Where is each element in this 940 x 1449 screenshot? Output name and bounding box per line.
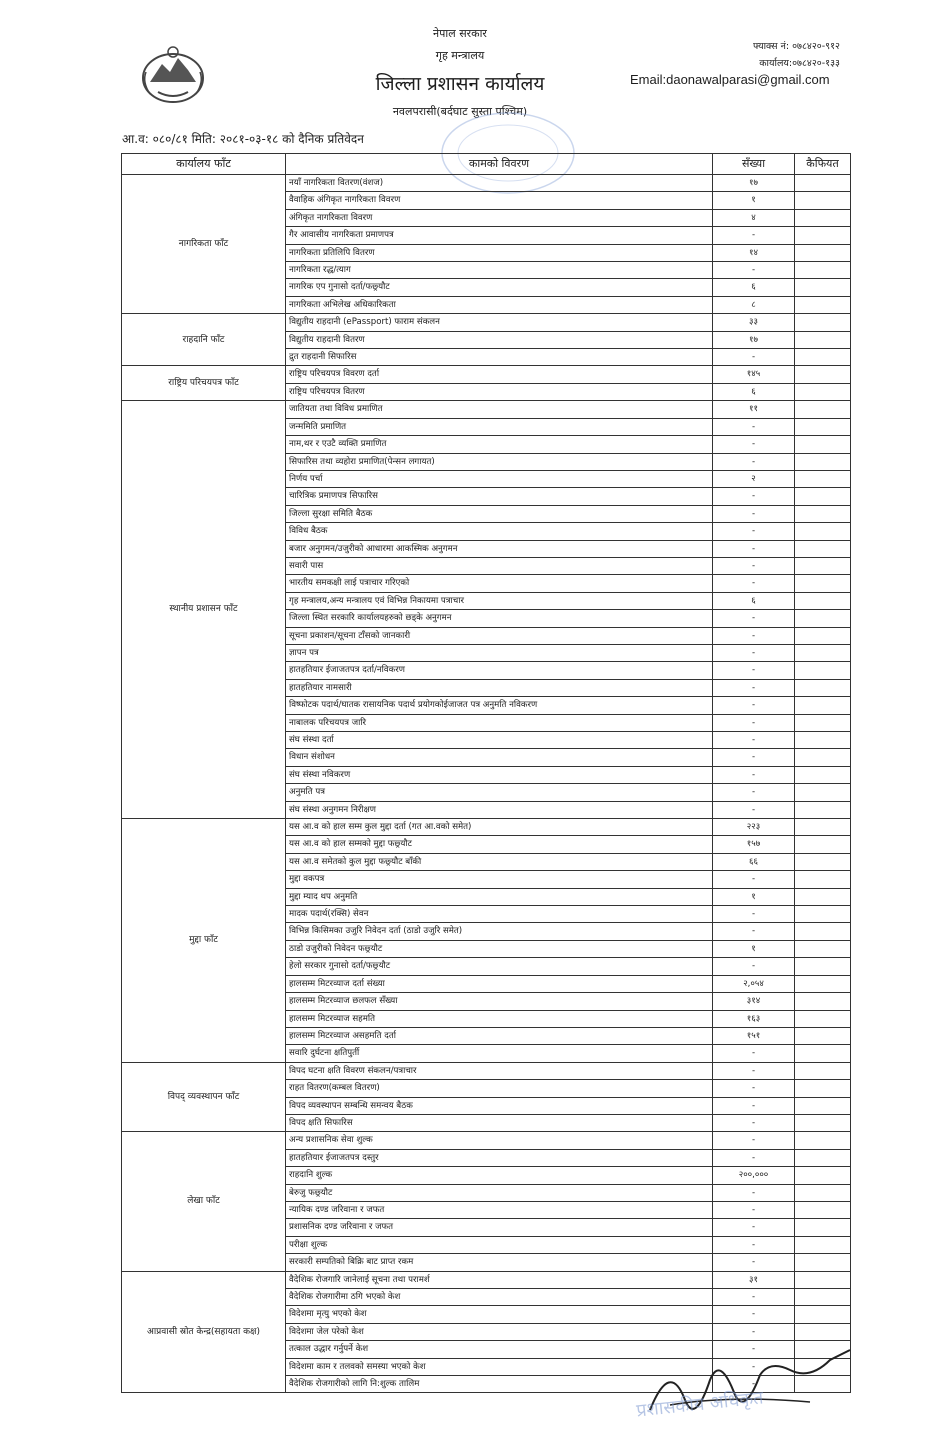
row-remarks: [795, 836, 851, 853]
row-remarks: [795, 697, 851, 714]
row-count: -: [713, 262, 795, 279]
row-count: -: [713, 540, 795, 557]
row-remarks: [795, 1271, 851, 1288]
row-remarks: [795, 1201, 851, 1218]
row-count: १४: [713, 244, 795, 261]
row-description: वैदेशिक रोजगारीको लागि नि:शुल्क तालिम: [286, 1376, 713, 1393]
row-count: -: [713, 714, 795, 731]
row-description: सवारि दुर्घटना क्षतिपुर्ती: [286, 1045, 713, 1062]
row-count: -: [713, 610, 795, 627]
row-remarks: [795, 679, 851, 696]
row-description: वैदेशिक रोजगारीमा ठगि भएको केश: [286, 1289, 713, 1306]
row-remarks: [795, 853, 851, 870]
row-count: -: [713, 1201, 795, 1218]
table-row: [122, 1132, 851, 1149]
table-header-row: [122, 154, 851, 175]
row-remarks: [795, 801, 851, 818]
row-remarks: [795, 1323, 851, 1340]
row-description: राष्ट्रिय परिचयपत्र विवरण दर्ता: [286, 366, 713, 383]
table-row: [122, 175, 851, 192]
row-count: -: [713, 1376, 795, 1393]
row-remarks: [795, 192, 851, 209]
row-remarks: [795, 1097, 851, 1114]
table-row: [122, 1062, 851, 1079]
fax-number: फ्याक्स नं: ०७८४२०-९१२: [752, 41, 840, 52]
row-description: द्रुत राहदानी सिफारिस: [286, 349, 713, 366]
row-count: -: [713, 1358, 795, 1375]
row-count: ८: [713, 296, 795, 313]
row-remarks: [795, 662, 851, 679]
row-description: नागरिकता प्रतिलिपि वितरण: [286, 244, 713, 261]
row-remarks: [795, 644, 851, 661]
row-remarks: [795, 923, 851, 940]
row-remarks: [795, 1114, 851, 1131]
row-remarks: [795, 906, 851, 923]
section-name: स्थानीय प्रशासन फाँट: [122, 401, 286, 819]
row-description: अंगिकृत नागरिकता विवरण: [286, 209, 713, 226]
row-remarks: [795, 244, 851, 261]
row-description: विभिन्न किसिमका उजुरि निवेदन दर्ता (ठाडो उजुरि समेत): [286, 923, 713, 940]
row-description: हातहतियार नामसारी: [286, 679, 713, 696]
row-count: -: [713, 575, 795, 592]
row-description: ठाडो उजुरीको निवेदन फछ्र्यौट: [286, 940, 713, 957]
table-row: [122, 1271, 851, 1288]
row-remarks: [795, 575, 851, 592]
row-remarks: [795, 505, 851, 522]
table-row: [122, 401, 851, 418]
row-remarks: [795, 418, 851, 435]
row-count: -: [713, 749, 795, 766]
row-remarks: [795, 1167, 851, 1184]
row-remarks: [795, 732, 851, 749]
row-description: वैदेशिक रोजगारि जानेलाई सूचना तथा परामर्श: [286, 1271, 713, 1288]
column-header-section: कार्यालय फाँट: [122, 154, 286, 175]
row-count: -: [713, 679, 795, 696]
row-remarks: [795, 1132, 851, 1149]
row-description: हातहतियार ईजाजतपत्र दस्तुर: [286, 1149, 713, 1166]
row-remarks: [795, 557, 851, 574]
row-description: परीक्षा शुल्क: [286, 1236, 713, 1253]
row-description: हालसम्म मिटरव्याज सहमति: [286, 1010, 713, 1027]
row-description: भारतीय समकक्षी लाई पत्राचार गरिएको: [286, 575, 713, 592]
row-description: संघ संस्था दर्ता: [286, 732, 713, 749]
officer-stamp: प्रशासकीय अधिकृत: [635, 1387, 765, 1422]
column-header-remarks: कैफियत: [795, 154, 851, 175]
row-description: नाम,थर र एउटै व्यक्ति प्रमाणित: [286, 436, 713, 453]
row-count: -: [713, 1323, 795, 1340]
row-count: -: [713, 958, 795, 975]
row-remarks: [795, 975, 851, 992]
row-description: नागरिकता अभिलेख अधिकारिकता: [286, 296, 713, 313]
section-name: विपद् व्यवस्थापन फाँट: [122, 1062, 286, 1132]
row-remarks: [795, 1254, 851, 1271]
row-description: गृह मन्त्रालय,अन्य मन्त्रालय एवं विभिन्न निकायमा पत्राचार: [286, 592, 713, 609]
section-name: मुद्दा फाँट: [122, 819, 286, 1063]
row-count: -: [713, 906, 795, 923]
row-count: ६: [713, 592, 795, 609]
row-remarks: [795, 627, 851, 644]
row-count: ३३: [713, 314, 795, 331]
row-count: -: [713, 1149, 795, 1166]
row-count: २००,०००: [713, 1167, 795, 1184]
row-count: -: [713, 801, 795, 818]
row-description: विष्फोटक पदार्थ/घातक रासायनिक पदार्थ प्रयोगकोईजाजत पत्र अनुमति नविकरण: [286, 697, 713, 714]
row-description: जिल्ला सुरक्षा समिति बैठक: [286, 505, 713, 522]
row-remarks: [795, 227, 851, 244]
row-description: निर्णय पर्चा: [286, 470, 713, 487]
row-description: मादक पदार्थ(रक्सि) सेवन: [286, 906, 713, 923]
section-name: नागरिकता फाँट: [122, 175, 286, 314]
office-title: जिल्ला प्रशासन कार्यालय: [375, 73, 545, 95]
ministry-name: गृह मन्त्रालय: [435, 49, 485, 62]
row-count: १: [713, 888, 795, 905]
row-remarks: [795, 523, 851, 540]
row-remarks: [795, 1045, 851, 1062]
row-remarks: [795, 349, 851, 366]
row-description: नागरिकता रद्ध/त्याग: [286, 262, 713, 279]
row-description: विदेशमा काम र तलवको समस्या भएको केश: [286, 1358, 713, 1375]
row-description: हालसम्म मिटरव्याज छलफल सँख्या: [286, 993, 713, 1010]
row-remarks: [795, 1289, 851, 1306]
row-count: -: [713, 1289, 795, 1306]
row-description: सिफारिस तथा व्यहोरा प्रमाणित(पेन्सन लगायत): [286, 453, 713, 470]
row-count: -: [713, 784, 795, 801]
row-remarks: [795, 1149, 851, 1166]
office-phone: कार्यालय:०७८४२०-१३३: [759, 58, 840, 69]
row-remarks: [795, 1236, 851, 1253]
row-description: राहत वितरण(कम्बल वितरण): [286, 1080, 713, 1097]
row-count: ६: [713, 279, 795, 296]
row-count: २२३: [713, 819, 795, 836]
row-description: यस आ.व को हाल सम्म कुल मुद्दा दर्ता (गत आ.वको समेत): [286, 819, 713, 836]
row-description: विपद क्षति सिफारिस: [286, 1114, 713, 1131]
row-remarks: [795, 592, 851, 609]
row-count: ३१४: [713, 993, 795, 1010]
row-remarks: [795, 1010, 851, 1027]
row-remarks: [795, 296, 851, 313]
row-count: -: [713, 627, 795, 644]
row-description: यस आ.व समेतको कुल मुद्दा फछ्र्यौट बाँकी: [286, 853, 713, 870]
row-remarks: [795, 401, 851, 418]
row-count: -: [713, 1219, 795, 1236]
row-remarks: [795, 453, 851, 470]
row-count: १: [713, 940, 795, 957]
row-count: -: [713, 1306, 795, 1323]
row-description: राष्ट्रिय परिचयपत्र वितरण: [286, 383, 713, 400]
row-remarks: [795, 1306, 851, 1323]
table-row: [122, 366, 851, 383]
row-count: ६: [713, 383, 795, 400]
daily-report-table: [121, 153, 851, 1393]
row-description: चारित्रिक प्रमाणपत्र सिफारिस: [286, 488, 713, 505]
row-remarks: [795, 436, 851, 453]
row-description: नागरिक एप गुनासो दर्ता/फछ्र्यौट: [286, 279, 713, 296]
row-remarks: [795, 749, 851, 766]
row-count: -: [713, 1132, 795, 1149]
row-remarks: [795, 958, 851, 975]
contact-block: [753, 38, 840, 72]
row-description: वैवाहिक अंगिकृत नागरिकता विवरण: [286, 192, 713, 209]
row-count: -: [713, 923, 795, 940]
row-description: मुद्दा वकपत्र: [286, 871, 713, 888]
report-title: आ.व: ०८०/८१ मिति: २०८१-०३-१८ को दैनिक प्रतिवेदन: [122, 132, 364, 146]
row-description: हालसम्म मिटरव्याज दर्ता संख्या: [286, 975, 713, 992]
row-remarks: [795, 314, 851, 331]
row-description: यस आ.व को हाल सम्मको मुद्दा फछ्र्यौट: [286, 836, 713, 853]
row-count: -: [713, 418, 795, 435]
government-name: नेपाल सरकार: [433, 27, 487, 40]
section-name: आप्रवासी स्रोत केन्द्र(सहायता कक्ष): [122, 1271, 286, 1393]
row-count: -: [713, 1097, 795, 1114]
table-body: [122, 175, 851, 1393]
row-description: हेलो सरकार गुनासो दर्ता/फछ्र्यौट: [286, 958, 713, 975]
row-count: -: [713, 1341, 795, 1358]
row-description: विदेशमा जेल परेको केश: [286, 1323, 713, 1340]
row-count: १५७: [713, 836, 795, 853]
row-count: -: [713, 1045, 795, 1062]
row-remarks: [795, 175, 851, 192]
row-description: विद्युतीय राहदानी वितरण: [286, 331, 713, 348]
row-description: जिल्ला स्थित सरकारि कार्यालयहरुको छड्के अनुगमन: [286, 610, 713, 627]
row-remarks: [795, 1080, 851, 1097]
row-description: जातियता तथा विविध प्रमाणित: [286, 401, 713, 418]
row-description: नयाँ नागरिकता वितरण(वंशज): [286, 175, 713, 192]
row-count: -: [713, 1114, 795, 1131]
nepal-emblem-icon: [138, 42, 208, 106]
row-count: ६६: [713, 853, 795, 870]
row-count: -: [713, 644, 795, 661]
row-remarks: [795, 610, 851, 627]
section-name: लेखा फाँट: [122, 1132, 286, 1271]
row-count: -: [713, 227, 795, 244]
row-remarks: [795, 766, 851, 783]
row-remarks: [795, 540, 851, 557]
section-name: राष्ट्रिय परिचयपत्र फाँट: [122, 366, 286, 401]
row-description: हातहतियार ईजाजतपत्र दर्ता/नविकरण: [286, 662, 713, 679]
row-remarks: [795, 940, 851, 957]
row-count: १५१: [713, 1027, 795, 1044]
row-description: गैर आवासीय नागरिकता प्रमाणपत्र: [286, 227, 713, 244]
row-count: -: [713, 766, 795, 783]
row-description: बेरुजु फछ्र्यौट: [286, 1184, 713, 1201]
row-description: विद्युतीय राहदानी (ePassport) फाराम संकलन: [286, 314, 713, 331]
row-count: -: [713, 1236, 795, 1253]
row-description: मुद्दा म्याद थप अनुमति: [286, 888, 713, 905]
row-description: जन्ममिति प्रमाणित: [286, 418, 713, 435]
row-description: अन्य प्रशासनिक सेवा शुल्क: [286, 1132, 713, 1149]
row-remarks: [795, 279, 851, 296]
row-count: -: [713, 505, 795, 522]
row-count: -: [713, 662, 795, 679]
row-count: -: [713, 488, 795, 505]
table-row: [122, 819, 851, 836]
row-remarks: [795, 470, 851, 487]
row-count: १४५: [713, 366, 795, 383]
row-description: विदेशमा मृत्यु भएको केश: [286, 1306, 713, 1323]
row-description: तत्काल उद्धार गर्नुपर्ने केश: [286, 1341, 713, 1358]
row-remarks: [795, 819, 851, 836]
row-remarks: [795, 488, 851, 505]
row-description: विविध बैठक: [286, 523, 713, 540]
row-count: १६३: [713, 1010, 795, 1027]
column-header-description: कामको विवरण: [286, 154, 713, 175]
row-remarks: [795, 209, 851, 226]
email-address: Email:daonawalparasi@gmail.com: [630, 72, 830, 87]
row-description: सूचना प्रकाशन/सूचना टाँसको जानकारी: [286, 627, 713, 644]
row-remarks: [795, 262, 851, 279]
table-row: [122, 314, 851, 331]
office-location: नवलपरासी(बर्दघाट सुस्ता पश्चिम): [392, 105, 528, 118]
row-count: -: [713, 697, 795, 714]
row-count: ४: [713, 209, 795, 226]
row-remarks: [795, 888, 851, 905]
row-count: -: [713, 436, 795, 453]
row-count: ३१: [713, 1271, 795, 1288]
row-count: -: [713, 732, 795, 749]
row-remarks: [795, 383, 851, 400]
row-remarks: [795, 1027, 851, 1044]
row-description: राहदानि शुल्क: [286, 1167, 713, 1184]
row-count: -: [713, 557, 795, 574]
row-description: अनुमति पत्र: [286, 784, 713, 801]
row-count: -: [713, 453, 795, 470]
row-remarks: [795, 993, 851, 1010]
row-count: -: [713, 1062, 795, 1079]
row-count: -: [713, 1184, 795, 1201]
row-count: -: [713, 523, 795, 540]
row-description: विपद घटना क्षति विवरण संकलन/पत्राचार: [286, 1062, 713, 1079]
row-description: ज्ञापन पत्र: [286, 644, 713, 661]
row-description: हालसम्म मिटरव्याज असहमति दर्ता: [286, 1027, 713, 1044]
row-count: -: [713, 871, 795, 888]
row-remarks: [795, 1062, 851, 1079]
row-count: -: [713, 1080, 795, 1097]
row-description: विधान संशोधन: [286, 749, 713, 766]
column-header-count: सँख्या: [713, 154, 795, 175]
row-description: न्यायिक दण्ड जरिवाना र जफत: [286, 1201, 713, 1218]
row-description: नाबालक परिचयपत्र जारि: [286, 714, 713, 731]
row-count: १७: [713, 175, 795, 192]
row-description: संघ संस्था नविकरण: [286, 766, 713, 783]
row-description: सरकारी सम्पतिको बिक्रि बाट प्राप्त रकम: [286, 1254, 713, 1271]
row-count: -: [713, 349, 795, 366]
row-remarks: [795, 784, 851, 801]
row-count: २,०५४: [713, 975, 795, 992]
row-description: बजार अनुगमन/उजुरीको आधारमा आकस्मिक अनुगमन: [286, 540, 713, 557]
row-count: १: [713, 192, 795, 209]
row-remarks: [795, 871, 851, 888]
row-remarks: [795, 714, 851, 731]
row-description: संघ संस्था अनुगमन निरीक्षण: [286, 801, 713, 818]
row-remarks: [795, 1219, 851, 1236]
section-name: राहदानि फाँट: [122, 314, 286, 366]
row-remarks: [795, 1184, 851, 1201]
row-remarks: [795, 331, 851, 348]
row-description: प्रशासनिक दण्ड जरिवाना र जफत: [286, 1219, 713, 1236]
row-description: सवारी पास: [286, 557, 713, 574]
row-count: २: [713, 470, 795, 487]
row-remarks: [795, 366, 851, 383]
row-description: विपद व्यवस्थापन सम्बन्धि समन्वय बैठक: [286, 1097, 713, 1114]
row-count: ११: [713, 401, 795, 418]
row-count: -: [713, 1254, 795, 1271]
row-count: १७: [713, 331, 795, 348]
